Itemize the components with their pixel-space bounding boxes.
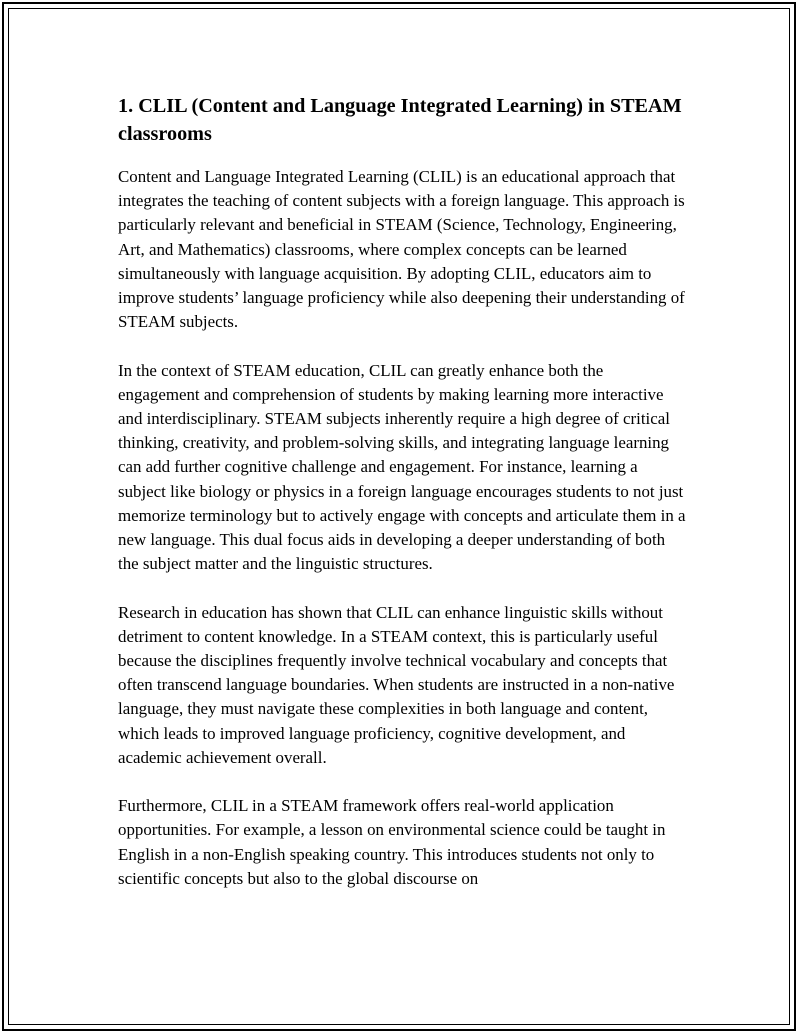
paragraph-research: Research in education has shown that CLIL can enhance linguistic skills without detriment to content knowledge. In a STEAM context, this is particularly useful because the disciplines frequently involve technical vocabulary and concepts that often transcend language boundaries. When students are instructed in a non-native language, they must navigate these complexities in both language and content, which leads to improved language proficiency, cognitive development, and academic achievement overall.: [118, 602, 675, 767]
paragraph-clil-definition: Content and Language Integrated Learning (CLIL) is an educational approach that integrates the teaching of content subjects with a foreign language. This approach is particularly relevant and beneficial in STEAM (Science, Technology, Engineering, Art, and Mathematics) classrooms, where complex concepts can be learned simultaneously with language acquisition. By adopting CLIL, educators aim to improve students’ language proficiency while also deepening their understanding of STEAM subjects.: [118, 167, 685, 332]
paragraph-steam-context: In the context of STEAM education, CLIL can greatly enhance both the engagement and comprehension of students by making learning more interactive and interdisciplinary. STEAM subjects inherently require a high degree of critical thinking, creativity, and problem-solving skills, and integrating language learning can add further cognitive challenge and engagement. For instance, learning a subject like biology or physics in a foreign language encourages students to not just memorize terminology but to actively engage with concepts and articulate them in a new language. This dual focus aids in developing a deeper understanding of both the subject matter and the linguistic structures.: [118, 360, 686, 574]
paragraph-real-world: Furthermore, CLIL in a STEAM framework offers real-world application opportunities. For example, a lesson on environmental science could be taught in English in a non-English speaking country. This introduces students not only to scientific concepts but also to the global discourse on: [118, 796, 666, 888]
section-heading: 1. CLIL (Content and Language Integrated Learning) in STEAM classrooms: [118, 95, 682, 145]
document-body: [118, 92, 688, 915]
